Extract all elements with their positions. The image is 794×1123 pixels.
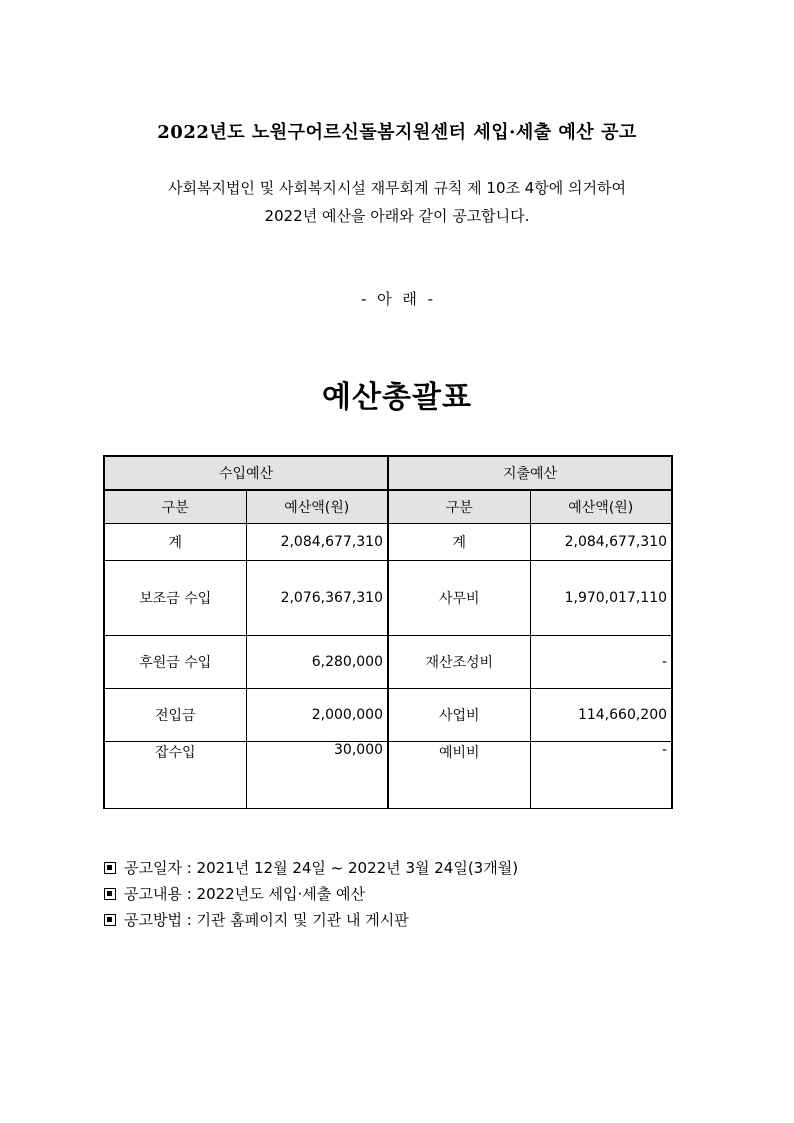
expense-budget-header: 지출예산 [388, 456, 672, 490]
expense-category-header: 구분 [388, 490, 530, 524]
income-category-header: 구분 [104, 490, 246, 524]
expense-amount: 114,660,200 [530, 689, 672, 742]
income-amount: 30,000 [246, 742, 388, 809]
announcement-method: 공고방법 : 기관 홈페이지 및 기관 내 게시판 [124, 911, 409, 929]
income-category: 보조금 수입 [104, 561, 246, 636]
table-row [104, 636, 672, 689]
list-item [104, 907, 518, 933]
list-item [104, 881, 518, 907]
list-item [104, 855, 518, 881]
table-total-row [104, 524, 672, 561]
announcement-date: 공고일자 : 2021년 12월 24일 ~ 2022년 3월 24일(3개월) [124, 859, 519, 877]
table-group-header-row [104, 456, 672, 490]
table-row [104, 742, 672, 809]
income-amount: 2,000,000 [246, 689, 388, 742]
expense-category: 예비비 [388, 742, 530, 809]
intro-line-1: 사회복지법인 및 사회복지시설 재무회계 규칙 제 10조 4항에 의거하여 [167, 179, 626, 197]
intro-text [0, 174, 794, 230]
expense-category: 재산조성비 [388, 636, 530, 689]
income-amount: 2,076,367,310 [246, 561, 388, 636]
announcement-content: 공고내용 : 2022년도 세입·세출 예산 [124, 885, 365, 903]
document-title: 2022년도 노원구어르신돌봄지원센터 세입·세출 예산 공고 [157, 122, 637, 143]
expense-amount: - [530, 636, 672, 689]
budget-summary-table [103, 455, 673, 809]
income-category: 전입금 [104, 689, 246, 742]
expense-category: 사무비 [388, 561, 530, 636]
intro-line-2: 2022년 예산을 아래와 같이 공고합니다. [264, 207, 530, 225]
expense-category: 사업비 [388, 689, 530, 742]
square-bullet-icon [104, 914, 116, 926]
income-category: 후원금 수입 [104, 636, 246, 689]
square-bullet-icon [104, 862, 116, 874]
income-total-label: 계 [104, 524, 246, 561]
expense-total-label: 계 [388, 524, 530, 561]
budget-summary-heading: 예산총괄표 [322, 380, 472, 415]
announcement-notes [104, 855, 518, 933]
income-amount-header: 예산액(원) [246, 490, 388, 524]
table-column-header-row [104, 490, 672, 524]
expense-amount-header: 예산액(원) [530, 490, 672, 524]
section-marker: - 아 래 - [360, 290, 434, 308]
income-category: 잡수입 [104, 742, 246, 809]
table-row [104, 561, 672, 636]
expense-amount: 1,970,017,110 [530, 561, 672, 636]
square-bullet-icon [104, 888, 116, 900]
income-amount: 6,280,000 [246, 636, 388, 689]
expense-amount: - [530, 742, 672, 809]
income-total-amount: 2,084,677,310 [246, 524, 388, 561]
table-row [104, 689, 672, 742]
income-budget-header: 수입예산 [104, 456, 388, 490]
expense-total-amount: 2,084,677,310 [530, 524, 672, 561]
